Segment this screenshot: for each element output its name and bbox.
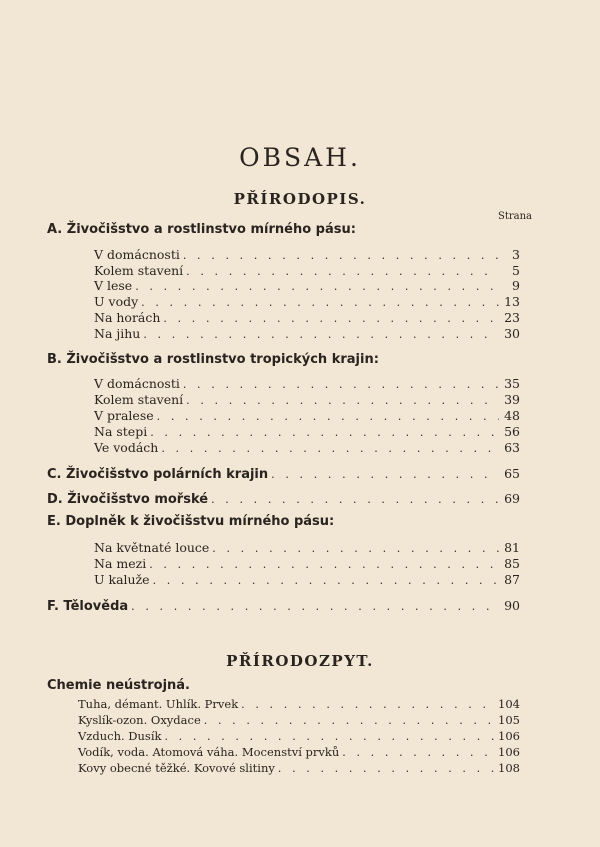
toc-entry-page: 39 xyxy=(504,392,520,407)
toc-entry-page: 63 xyxy=(504,440,520,455)
dot-leader xyxy=(157,410,499,423)
toc-entry-page: 108 xyxy=(498,761,520,775)
toc-entry[interactable] xyxy=(78,761,520,777)
toc-entry-page: 35 xyxy=(504,376,520,391)
toc-entry-label: Tuha, démant. Uhlík. Prvek xyxy=(78,697,239,711)
toc-entry-page: 65 xyxy=(504,466,520,481)
dot-leader xyxy=(241,698,495,711)
toc-entry[interactable] xyxy=(94,326,520,342)
dot-leader xyxy=(161,442,499,455)
dot-leader xyxy=(271,468,499,481)
toc-entry[interactable] xyxy=(94,294,520,310)
toc-entry-label: U kaluže xyxy=(94,572,150,587)
dot-leader xyxy=(183,249,499,262)
toc-entry-label: V lese xyxy=(94,278,133,293)
toc-entry-page: 13 xyxy=(504,294,520,309)
toc-entry-page: 106 xyxy=(498,729,520,743)
toc-entry[interactable] xyxy=(78,697,520,713)
prirodopis-heading: PŘÍRODOPIS. xyxy=(233,190,367,208)
dot-leader xyxy=(278,762,495,775)
toc-entry-page: 104 xyxy=(498,697,520,711)
toc-entry[interactable] xyxy=(94,376,520,392)
toc-entry-label: V domácnosti xyxy=(94,247,180,262)
toc-entry-page: 106 xyxy=(498,745,520,759)
dot-leader xyxy=(211,493,499,506)
dot-leader xyxy=(186,265,499,278)
toc-entry-section-d[interactable] xyxy=(47,491,520,507)
toc-entry-page: 81 xyxy=(504,540,520,555)
toc-entry-label: Na stepi xyxy=(94,424,148,439)
dot-leader xyxy=(212,542,499,555)
toc-entry-label: Kovy obecné těžké. Kovové slitiny xyxy=(78,761,275,775)
page-title: OBSAH. xyxy=(239,143,361,172)
dot-leader xyxy=(150,426,499,439)
toc-entry-section-c[interactable] xyxy=(47,466,520,482)
toc-entry-page: 5 xyxy=(512,263,520,278)
toc-entry-page: 85 xyxy=(504,556,520,571)
toc-entry[interactable] xyxy=(94,278,520,294)
prirodozpyt-heading: PŘÍRODOZPYT. xyxy=(226,652,374,670)
toc-entry[interactable] xyxy=(94,408,520,424)
toc-entry-page: 30 xyxy=(504,326,520,341)
toc-entry[interactable] xyxy=(94,556,520,572)
toc-entry[interactable] xyxy=(94,247,520,263)
dot-leader xyxy=(141,296,499,309)
toc-entry-page: 9 xyxy=(512,278,520,293)
toc-entry[interactable] xyxy=(78,729,520,745)
toc-entry-label: U vody xyxy=(94,294,139,309)
toc-entry-label: Na horách xyxy=(94,310,161,325)
dot-leader xyxy=(153,574,499,587)
toc-entry-label: Vzduch. Dusík xyxy=(78,729,162,743)
strana-label: Strana xyxy=(497,211,532,222)
toc-entry-page: 105 xyxy=(498,713,520,727)
toc-entry-label: Ve vodách xyxy=(94,440,159,455)
toc-entry[interactable] xyxy=(94,572,520,588)
dot-leader xyxy=(183,378,499,391)
dot-leader xyxy=(149,558,499,571)
section-e-heading: E. Doplněk k živočišstvu mírného pásu: xyxy=(47,514,335,529)
toc-entry-label: Vodík, voda. Atomová váha. Mocenství prvků xyxy=(78,745,340,759)
toc-entry[interactable] xyxy=(78,713,520,729)
toc-entry[interactable] xyxy=(94,392,520,408)
toc-entry-page: 69 xyxy=(504,491,520,506)
toc-entry[interactable] xyxy=(94,440,520,456)
dot-leader xyxy=(143,328,499,341)
toc-entry-label: Kyslík-ozon. Oxydace xyxy=(78,713,201,727)
toc-entry[interactable] xyxy=(94,310,520,326)
toc-entry-label: Na mezi xyxy=(94,556,147,571)
toc-entry-label: C. Živočišstvo polárních krajin xyxy=(47,467,269,482)
toc-entry[interactable] xyxy=(94,540,520,556)
dot-leader xyxy=(186,394,499,407)
toc-entry-page: 48 xyxy=(504,408,520,423)
toc-entry-label: V pralese xyxy=(94,408,154,423)
toc-entry[interactable] xyxy=(78,745,520,761)
toc-entry-section-f[interactable] xyxy=(47,598,520,614)
toc-entry-page: 87 xyxy=(504,572,520,587)
dot-leader xyxy=(135,280,499,293)
dot-leader xyxy=(164,730,495,743)
toc-entry-page: 90 xyxy=(504,598,520,613)
dot-leader xyxy=(131,600,499,613)
toc-entry[interactable] xyxy=(94,424,520,440)
chemie-heading: Chemie neústrojná. xyxy=(47,678,190,693)
toc-entry-label: Na jihu xyxy=(94,326,141,341)
section-b-heading: B. Živočišstvo a rostlinstvo tropických krajin: xyxy=(47,352,379,367)
toc-entry-label: V domácnosti xyxy=(94,376,180,391)
dot-leader xyxy=(204,714,495,727)
dot-leader xyxy=(163,312,499,325)
toc-entry-label: Kolem stavení xyxy=(94,263,184,278)
dot-leader xyxy=(342,746,495,759)
toc-entry[interactable] xyxy=(94,263,520,279)
section-a-heading: A. Živočišstvo a rostlinstvo mírného pásu: xyxy=(47,222,356,237)
toc-entry-label: D. Živočišstvo mořské xyxy=(47,492,209,507)
toc-entry-page: 3 xyxy=(512,247,520,262)
toc-entry-page: 23 xyxy=(504,310,520,325)
toc-entry-label: Kolem stavení xyxy=(94,392,184,407)
toc-entry-page: 56 xyxy=(504,424,520,439)
toc-entry-label: Na květnaté louce xyxy=(94,540,210,555)
toc-entry-label: F. Tělověda xyxy=(47,599,129,614)
